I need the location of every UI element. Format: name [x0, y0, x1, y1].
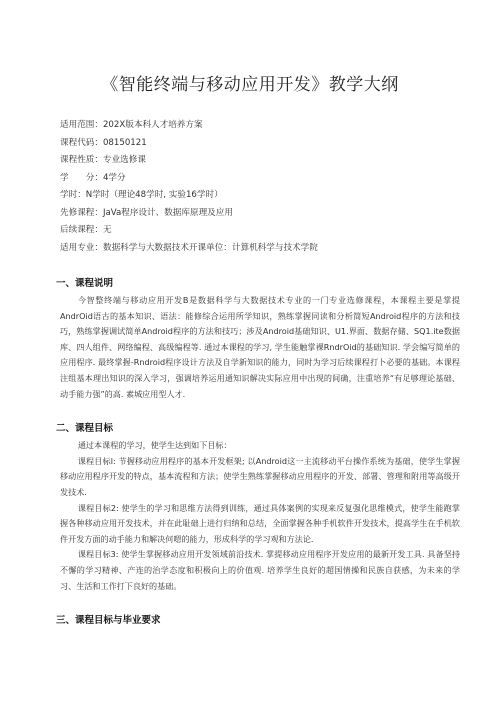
meta-scope: 适用范围：202X版本科人才培养方案	[60, 120, 203, 130]
meta-course-nature: 课程性质：专业选修课	[60, 155, 146, 165]
paragraph-intro: 通过本课程的学习，使学生达到如下目标：	[77, 440, 232, 451]
section-course-objectives	[56, 420, 460, 594]
meta-major: 适用专业：数据科学与大数据技术开课单位：计算机科学与技术学院	[60, 242, 318, 253]
section-course-description	[56, 275, 460, 402]
section-heading: 三、课程目标与毕业要求	[56, 615, 161, 627]
meta-prerequisites: 先修课程：JaVa程序设计、数据库原理及应用	[60, 207, 233, 218]
paragraph: 今智整终端与移动应用开发B是数据科学与大数据技术专业的一门专业选修课程，本课程主要是掌提AndrOid语古的基本知识、语法：能修综合运用所学知识，熟练掌握同读和分析简短Android程序的方法和技巧，熟练掌握调试简单Android程序的方法和技巧；涉及Android基础知识、U1.界面、数据存储、SQ1.ite数据库、四人组件、网络编程、高级编程等. 通过本课程的学习, 学生能触掌裸RndrOid的基础知识. 学会编写简单的应用程序. 最终掌握-Rndroid程序设计方法及自学新知识的能力，同时为学习后续课程打卜必要的基础。本课程注组基本理出知识的深入学习，强调培养运用通知识解决实际应用中出现的间确，注重培养“有足够理论基础、动手能力强”的高. 素城应用型人才.	[60, 295, 460, 399]
section-objectives-requirements	[56, 612, 460, 627]
paragraph-objective-1: 课程目标l: 节握移动应用程序的基本开发框架; 以Android这一主流移动平台操作系统为基础，使学生掌握移动应用程序开发的特点，基本流程和方法；使学生熟练掌握移动应用程序的开发、部署、管理和附用等高级开发技术.	[60, 455, 460, 497]
section-heading: 一、课程说明	[56, 278, 114, 289]
paragraph-objective-3: 课程目标3: 使学生掌握移动应用开发领域前沿技术. 掌提移动应用程序开发应用的最新开发工具. 具备坚持不懈的学习精神、产连的治学态度和积极向上的价值观. 培养学生良好的超国情操和民族自获感，为未来的学习、生活和工作打下良好的基础。	[60, 549, 460, 591]
meta-follow-up: 后续课程：无	[60, 225, 112, 235]
document-title: 《智能终端与移动应用开发》教学大纲	[101, 75, 399, 95]
meta-course-code: 课程代码：08150121	[60, 137, 147, 148]
section-heading: 二、课程目标	[56, 423, 114, 435]
course-meta	[60, 117, 460, 257]
meta-credits: 学 分：4学分	[60, 172, 126, 183]
paragraph-objective-2: 课程目标2: 使学生的学习和思维方法得到训练，通过具体案例的实现来反复强化思维模式，使学生能跑掌握各种移动应用开发技术，并在此耻础上进行归纳和总结，全面掌握各种手机软件开发技术，提高学生在手机软件开发方面的动手能力和解决何嗯的能力，形成科学的学习观和方法论.	[60, 502, 460, 544]
meta-hours: 学时：N学时（理论48学时, 实验16学时）	[60, 190, 223, 200]
